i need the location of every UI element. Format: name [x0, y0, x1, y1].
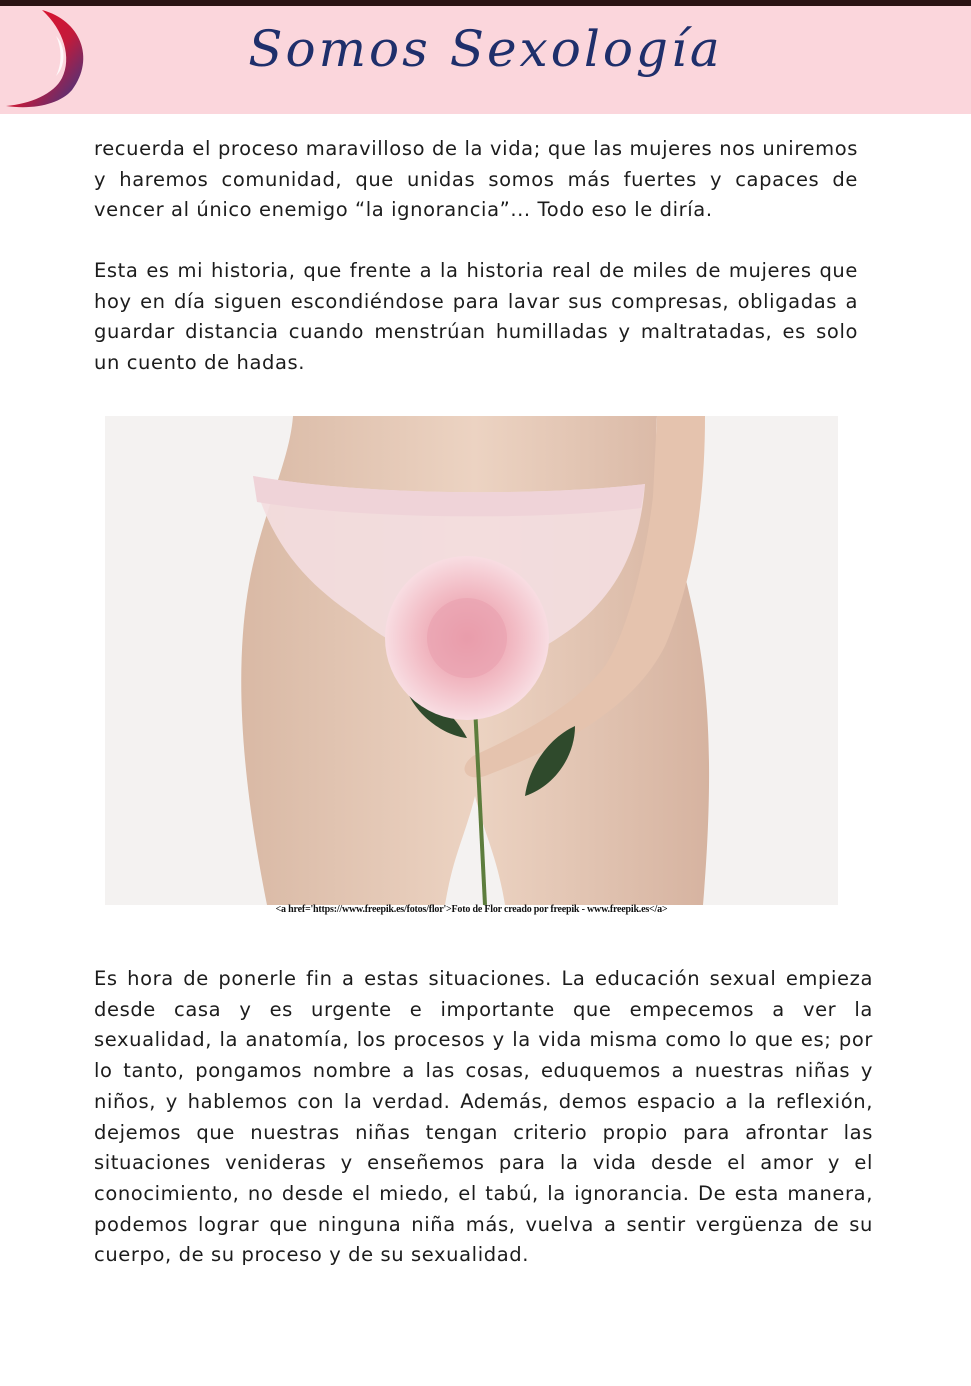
brand-title: Somos Sexología	[248, 20, 723, 78]
paragraph-2: Esta es mi historia, que frente a la historia real de miles de mujeres que hoy en día siguen escondiéndose para lavar sus compresas, obligadas a guardar distancia cuando menstrúan humilladas y maltratadas, es solo un cuento de hadas.	[94, 259, 858, 375]
paragraph-3: Es hora de ponerle fin a estas situaciones. La educación sexual empieza desde casa y es urgente e importante que empecemos a ver la sexualidad, la anatomía, los procesos y la vida misma como lo que es; por lo tanto, pongamos nombre a las cosas, eduquemos a nuestras niñas y niños, y hablemos con la verdad. Además, demos espacio a la reflexión, dejemos que nuestras niñas tengan criterio propio para afrontar las situaciones venideras y enseñemos para la vida desde el amor y el conocimiento, no desde el miedo, el tabú, la ignorancia. De esta manera, podemos lograr que ninguna niña más, vuelva a sentir vergüenza de su cuerpo, de su proceso y de su sexualidad.	[94, 967, 873, 1267]
image-caption: <a href='https://www.freepik.es/fotos/flor'>Foto de Flor creado por freepik - www.freepik.es</a>	[275, 904, 668, 915]
header	[0, 6, 971, 114]
photo-flower	[105, 416, 838, 905]
paragraph-1: recuerda el proceso maravilloso de la vida; que las mujeres nos uniremos y haremos comunidad, que unidas somos más fuertes y capaces de vencer al único enemigo “la ignorancia”... Todo eso le diría.	[94, 137, 858, 222]
